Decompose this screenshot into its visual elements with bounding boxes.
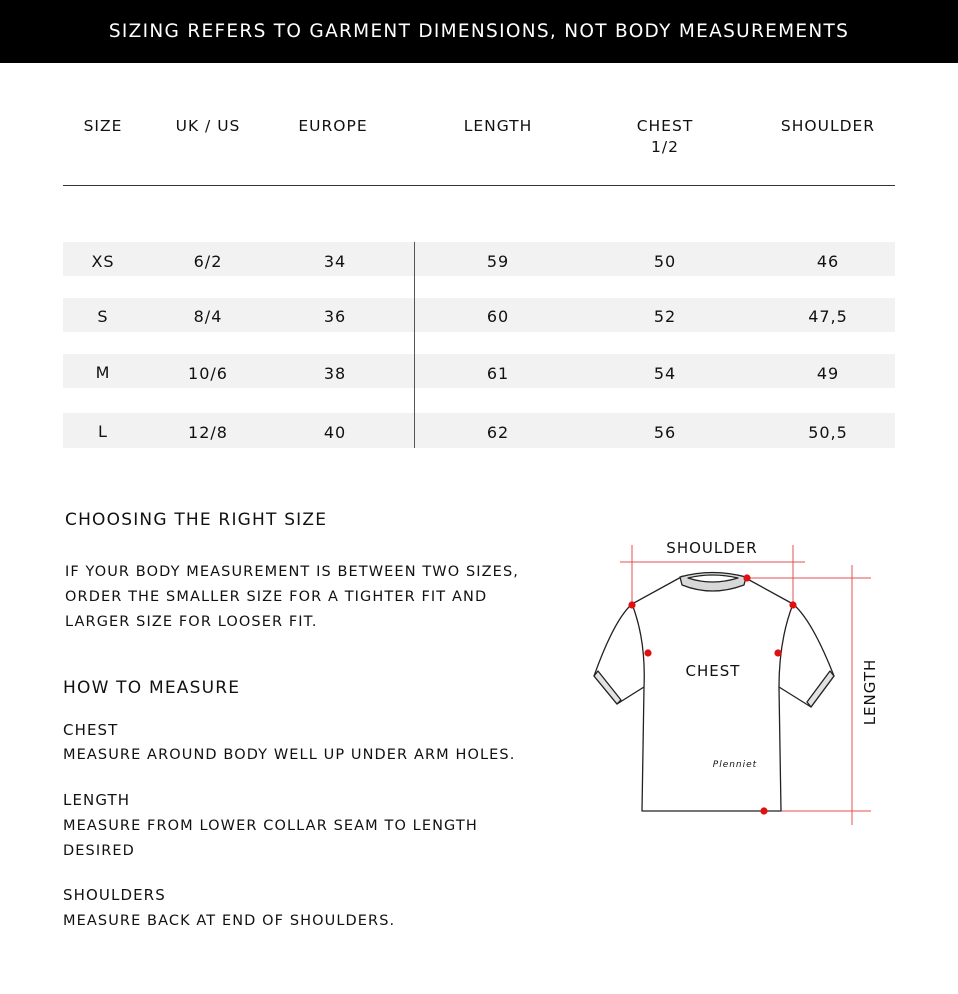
chest-label: CHEST	[685, 662, 741, 680]
shoulder-right-marker	[789, 601, 796, 608]
how-to-measure-title: HOW TO MEASURE	[63, 678, 241, 698]
cell-length: 62	[486, 423, 510, 442]
cell-length: 60	[486, 307, 510, 326]
header-length: LENGTH	[463, 117, 533, 135]
cell-europe: 38	[323, 364, 347, 383]
cell-chest: 56	[653, 423, 677, 442]
measure-chest-text	[63, 743, 515, 768]
header-europe: EUROPE	[298, 117, 368, 135]
tshirt-body	[594, 576, 834, 811]
cell-size: M	[95, 363, 111, 382]
measure-shoulders-text	[63, 909, 395, 934]
cell-length: 61	[486, 364, 510, 383]
measure-length-line: DESIRED	[63, 843, 135, 859]
cell-length: 59	[486, 252, 510, 271]
choosing-line: LARGER SIZE FOR LOOSER FIT.	[65, 614, 318, 630]
shoulder-label: SHOULDER	[666, 539, 758, 557]
choosing-line: ORDER THE SMALLER SIZE FOR A TIGHTER FIT AND	[65, 589, 488, 605]
measure-chest-label: CHEST	[63, 721, 119, 739]
measure-length-line: MEASURE FROM LOWER COLLAR SEAM TO LENGTH	[63, 818, 478, 834]
hem-marker	[760, 807, 767, 814]
header-size: SIZE	[83, 117, 123, 135]
choosing-title: CHOOSING THE RIGHT SIZE	[65, 510, 328, 530]
cell-chest: 54	[653, 364, 677, 383]
shoulder-left-marker	[628, 601, 635, 608]
chest-right-marker	[774, 649, 781, 656]
cell-europe: 40	[323, 423, 347, 442]
cell-europe: 36	[323, 307, 347, 326]
cell-size: S	[97, 307, 109, 326]
cell-chest: 50	[653, 252, 677, 271]
tshirt-outline	[594, 573, 834, 812]
cell-uk-us: 8/4	[193, 307, 223, 326]
measure-shoulders-label: SHOULDERS	[63, 886, 166, 904]
measure-chest-line: MEASURE AROUND BODY WELL UP UNDER ARM HOLES.	[63, 747, 516, 763]
banner: SIZING REFERS TO GARMENT DIMENSIONS, NOT BODY MEASUREMENTS	[0, 0, 958, 63]
header-chest: CHEST 1/2	[636, 117, 694, 156]
collar-marker	[743, 574, 750, 581]
cell-shoulder: 50,5	[808, 423, 848, 442]
choosing-text	[65, 560, 519, 635]
cell-shoulder: 47,5	[808, 307, 848, 326]
header-shoulder: SHOULDER	[780, 117, 876, 135]
cell-uk-us: 6/2	[193, 252, 223, 271]
cell-chest: 52	[653, 307, 677, 326]
chest-left-marker	[644, 649, 651, 656]
tshirt-diagram	[585, 530, 885, 840]
brand-signature: Plenniet	[712, 760, 758, 770]
cell-size: L	[98, 422, 108, 441]
measure-shoulders-line: MEASURE BACK AT END OF SHOULDERS.	[63, 913, 396, 929]
measure-length-text	[63, 814, 478, 864]
cell-shoulder: 49	[816, 364, 840, 383]
cell-uk-us: 10/6	[188, 364, 228, 383]
cell-size: XS	[91, 252, 115, 271]
measure-length-label: LENGTH	[63, 791, 131, 809]
header-uk-us: UK / US	[175, 117, 241, 135]
length-label: LENGTH	[861, 658, 879, 726]
cell-uk-us: 12/8	[188, 423, 228, 442]
cell-shoulder: 46	[816, 252, 840, 271]
cell-europe: 34	[323, 252, 347, 271]
header-divider	[63, 185, 895, 186]
column-divider	[414, 242, 415, 448]
choosing-line: IF YOUR BODY MEASUREMENT IS BETWEEN TWO SIZES,	[65, 564, 519, 580]
